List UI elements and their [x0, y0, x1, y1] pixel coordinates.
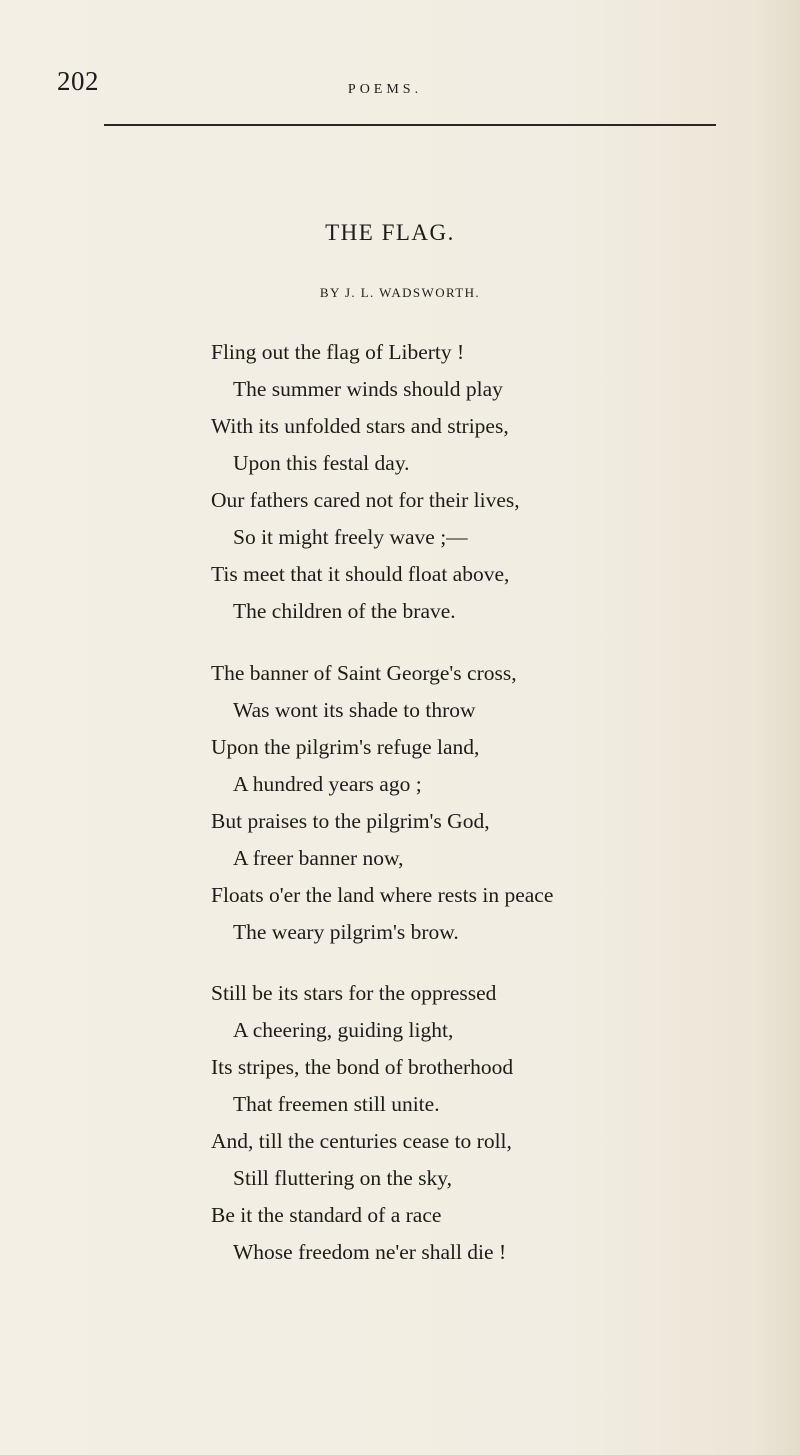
poem-line: But praises to the pilgrim's God, — [211, 809, 490, 833]
poem-line: Whose freedom ne'er shall die ! — [233, 1240, 507, 1264]
poem-line: Our fathers cared not for their lives, — [211, 488, 520, 512]
poem-title: THE FLAG. — [325, 220, 455, 245]
poem-line: Was wont its shade to throw — [233, 698, 476, 722]
poem-line: Still fluttering on the sky, — [233, 1166, 452, 1190]
poem-line: Floats o'er the land where rests in peace — [211, 883, 554, 907]
poem-line: The weary pilgrim's brow. — [233, 920, 459, 944]
poem-byline: BY J. L. WADSWORTH. — [319, 285, 481, 300]
poem-line: Fling out the flag of Liberty ! — [211, 340, 465, 364]
poem-line: That freemen still unite. — [233, 1092, 440, 1116]
header-rule — [104, 124, 716, 126]
poem-line: Tis meet that it should float above, — [211, 562, 510, 586]
poem-line: With its unfolded stars and stripes, — [211, 414, 509, 438]
poem-line: A hundred years ago ; — [233, 772, 422, 796]
poem-line: A freer banner now, — [233, 846, 404, 870]
poem-line: The summer winds should play — [233, 377, 503, 401]
poem-line: Upon this festal day. — [233, 451, 410, 475]
poem-line: Still be its stars for the oppressed — [211, 981, 497, 1005]
poem-line: Upon the pilgrim's refuge land, — [211, 735, 480, 759]
page-number: 202 — [57, 66, 99, 96]
running-head: POEMS. — [347, 82, 423, 97]
poem-line: The children of the brave. — [233, 599, 456, 623]
poem-line: So it might freely wave ;— — [233, 525, 468, 549]
poem-line: The banner of Saint George's cross, — [211, 661, 517, 685]
poem-line: Be it the standard of a race — [211, 1203, 442, 1227]
poem-line: A cheering, guiding light, — [233, 1018, 454, 1042]
poem-line: Its stripes, the bond of brotherhood — [211, 1055, 514, 1079]
poem-line: And, till the centuries cease to roll, — [211, 1129, 512, 1153]
